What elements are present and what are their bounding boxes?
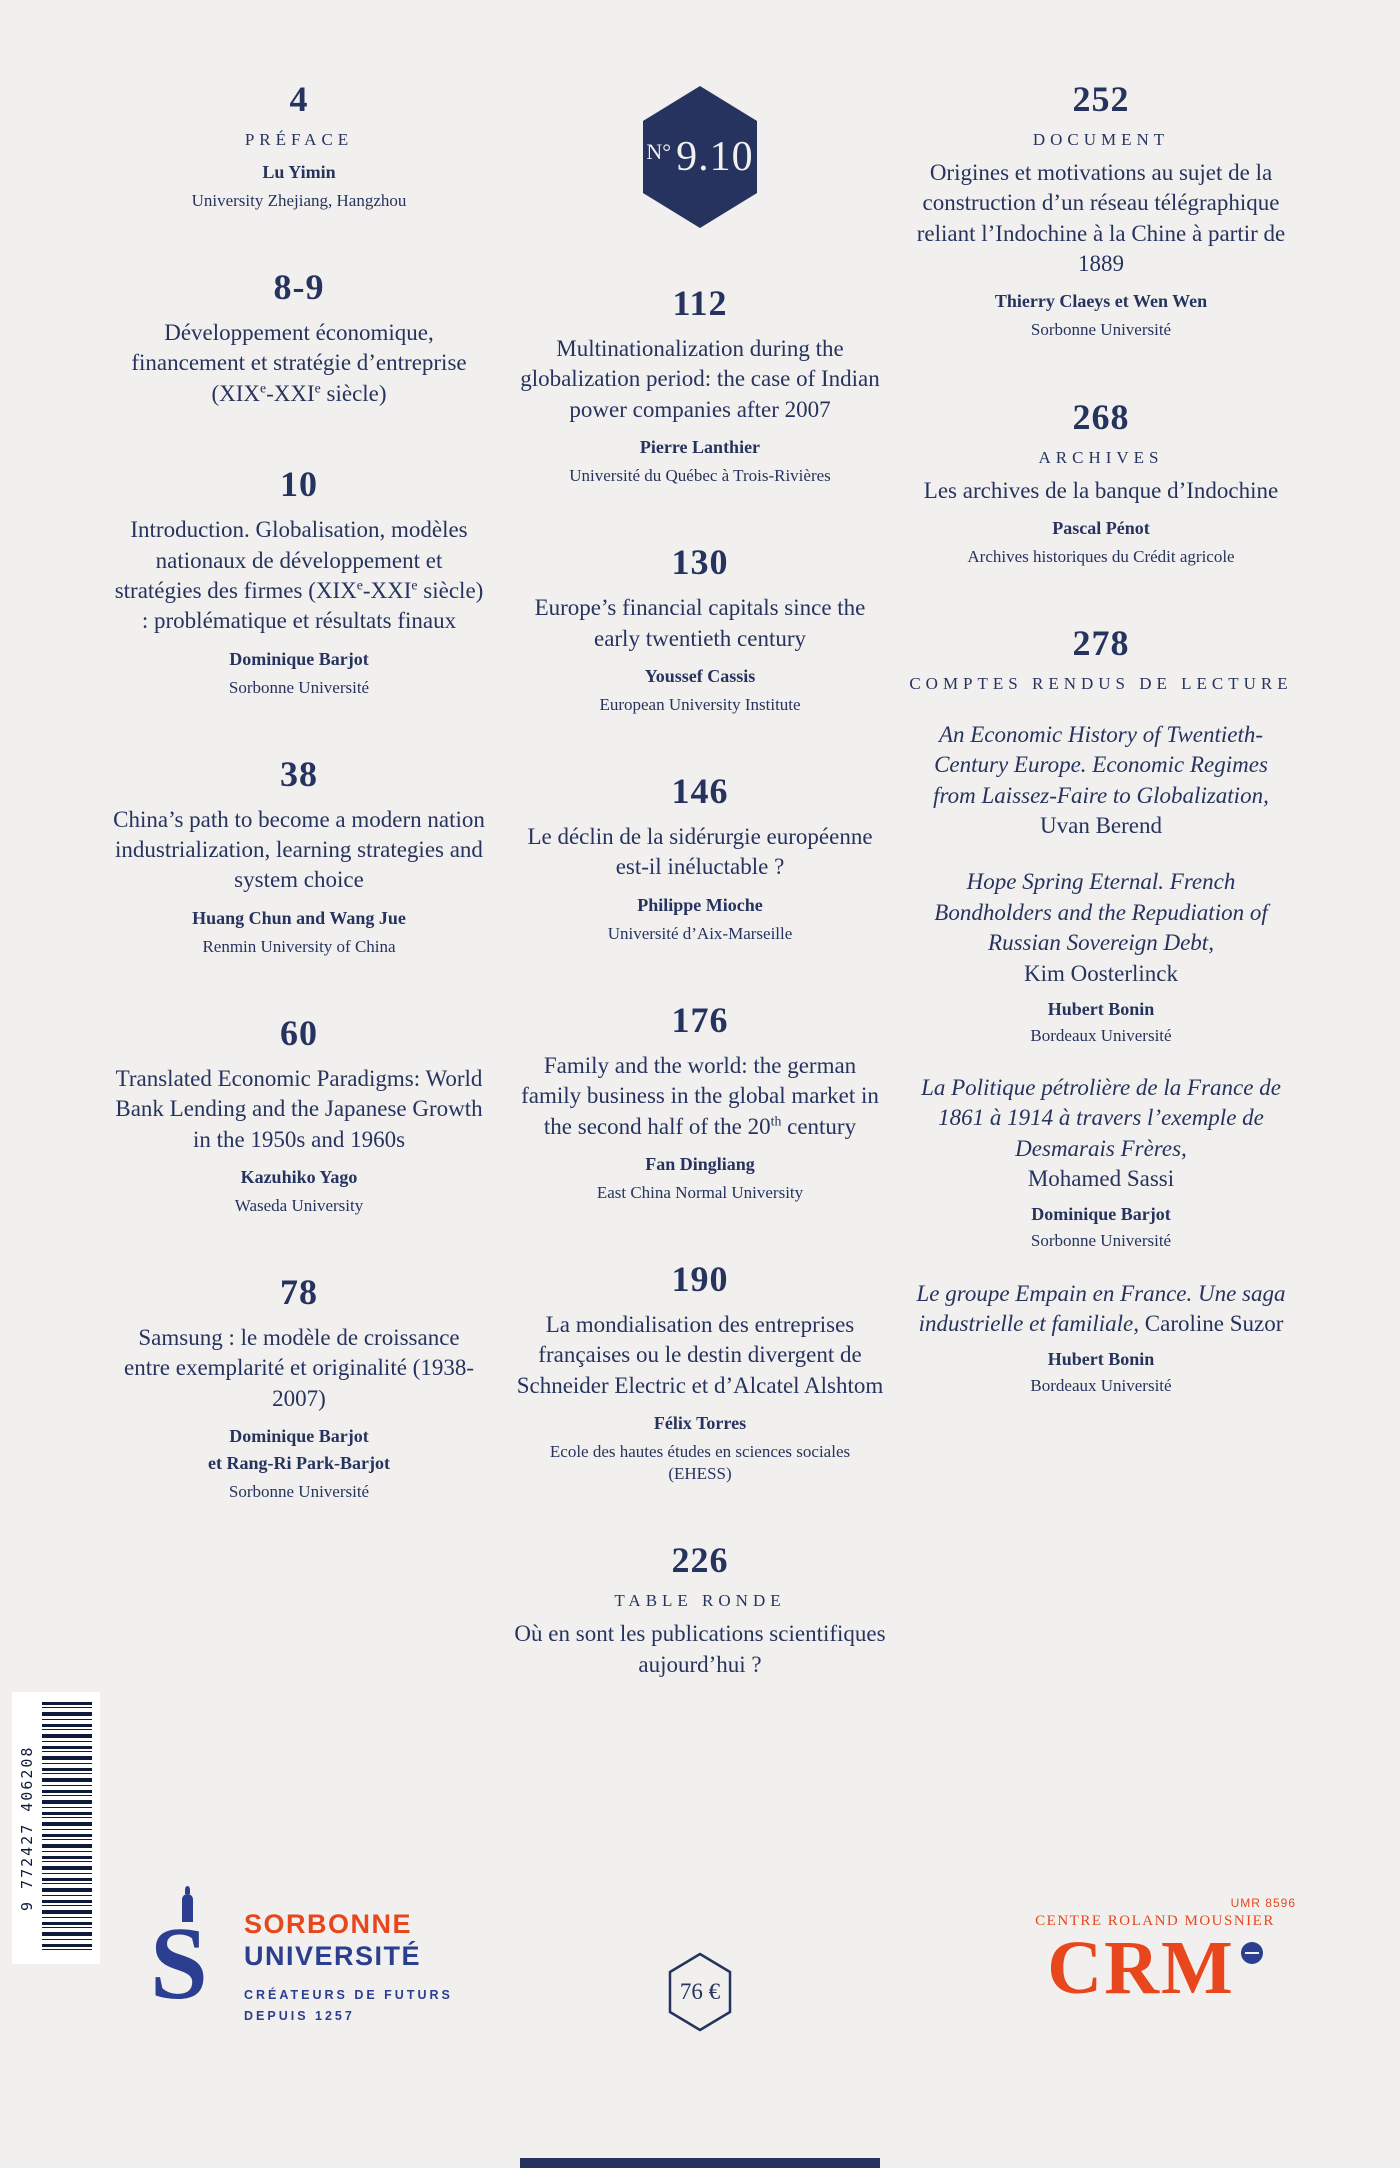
- article-title: Translated Economic Paradigms: World Bank Lending and the Japanese Growth in the 1950s and 1960s: [115, 1065, 483, 1152]
- page-number: 78: [280, 1272, 318, 1313]
- page-number: 190: [671, 1258, 729, 1299]
- book-title: La Politique pétrolière de la France de 1861 à 1914 à travers l’exemple de Desmarais Frères,: [921, 1075, 1281, 1161]
- authors: [100, 1164, 498, 1191]
- issue-number-prefix: N°: [646, 139, 672, 164]
- book-review: [915, 720, 1287, 841]
- book-title: An Economic History of Twentieth-Century Europe. Economic Regimes from Laissez-Faire to Globalization,: [933, 721, 1269, 808]
- sorbonne-s-icon: [148, 1898, 226, 2026]
- author-name: Pascal Pénot: [1052, 517, 1150, 538]
- authors: [100, 905, 498, 932]
- superscript: e: [356, 577, 363, 593]
- book-author: Caroline Suzor: [1144, 1311, 1284, 1337]
- toc-column-left: [100, 78, 498, 1734]
- title-text: -XXI: [266, 380, 315, 406]
- authors: [902, 288, 1300, 315]
- title-text: Introduction. Globalisation, modèles nationaux de développement et stratégies des firmes (XIX: [114, 517, 468, 603]
- affiliation: Ecole des hautes études en sciences sociales (EHESS): [549, 1442, 851, 1484]
- affiliation: European University Institute: [599, 694, 801, 714]
- book-review: [915, 867, 1287, 1047]
- author-name: Félix Torres: [653, 1413, 747, 1434]
- title-text: century: [781, 1113, 857, 1139]
- reviewer-affiliation: Sorbonne Université: [1030, 1231, 1172, 1251]
- author-name: Thierry Claeys et Wen Wen: [994, 291, 1208, 312]
- page-number: 268: [1072, 396, 1130, 437]
- title-text: -XXI: [362, 577, 412, 603]
- page-number: 226: [671, 1540, 729, 1581]
- toc-entry-document: [902, 78, 1300, 342]
- barcode: [12, 1692, 100, 1964]
- reviewer-name: Hubert Bonin: [1047, 1349, 1155, 1370]
- page-number: 176: [671, 999, 729, 1040]
- sorbonne-tagline-line1: CRÉATEURS DE FUTURS: [244, 1987, 453, 2002]
- book-author: Kim Oosterlinck: [1024, 960, 1178, 986]
- superscript: e: [259, 380, 267, 396]
- toc-entry-comptes-rendus: [902, 622, 1300, 1398]
- crm-acronym-row: [988, 1926, 1322, 2010]
- sorbonne-logo: [148, 1898, 453, 2027]
- toc-entry-family-business: [501, 999, 899, 1204]
- title-text: Family and the world: the german family business in the global market in the second half of the 20: [521, 1052, 879, 1139]
- title-text: Développement économique, financement et stratégie d’entreprise (XIX: [131, 320, 467, 406]
- crm-logo: [988, 1896, 1322, 2010]
- affiliation: University Zhejiang, Hangzhou: [191, 191, 407, 210]
- authors: [902, 515, 1300, 542]
- affiliation: Université d’Aix-Marseille: [607, 923, 793, 943]
- author-name: Dominique Barjot: [229, 1426, 369, 1447]
- toc-entry-mondialisation: [501, 1258, 899, 1485]
- article-title: [514, 1051, 886, 1142]
- author-name: Fan Dingliang: [645, 1153, 755, 1174]
- author-name: Youssef Cassis: [644, 665, 756, 686]
- page-number: 10: [280, 464, 318, 505]
- author-name: Huang Chun and Wang Jue: [192, 907, 406, 928]
- superscript: th: [770, 1112, 782, 1128]
- sorbonne-initial: S: [150, 1906, 208, 2021]
- section-heading: COMPTES RENDUS DE LECTURE: [909, 673, 1293, 693]
- authors: [501, 1151, 899, 1178]
- authors: [501, 663, 899, 690]
- title-text: siècle) : problématique et résultats finaux: [141, 577, 484, 634]
- article-title: Où en sont les publications scientifiques aujourd’hui ?: [514, 1621, 886, 1677]
- page-number: 146: [671, 770, 729, 811]
- toc-entry-theme: [100, 266, 498, 409]
- book-title-line: [915, 1073, 1287, 1164]
- page-number: 278: [1072, 622, 1130, 663]
- reviewer-affiliation: Bordeaux Université: [1030, 1025, 1172, 1045]
- title-text: siècle): [320, 380, 387, 406]
- article-title: [113, 318, 485, 409]
- toc-entry-preface: [100, 78, 498, 212]
- section-heading: PRÉFACE: [244, 130, 354, 149]
- issue-number-value: 9.10: [676, 134, 754, 180]
- authors: [100, 646, 498, 673]
- page-number: 38: [280, 753, 318, 794]
- book-author: Uvan Berend: [1040, 813, 1162, 839]
- book-title: Le groupe Empain en France. Une saga industrielle et familiale,: [916, 1280, 1286, 1337]
- crm-umr-label: UMR 8596: [1230, 1896, 1296, 1910]
- sorbonne-wordmark-line2: UNIVERSITÉ: [244, 1941, 422, 1972]
- article-title: Origines et motivations au sujet de la construction d’un réseau télégraphique reliant l’Indochine à la Chine à partir de 1889: [916, 160, 1286, 277]
- reviewer-affiliation: Bordeaux Université: [1030, 1376, 1172, 1396]
- toc-entry-financial-capitals: [501, 541, 899, 716]
- superscript: e: [314, 380, 321, 396]
- affiliation: Sorbonne Université: [228, 677, 370, 697]
- toc-entry-archives: [902, 396, 1300, 568]
- toc-entry-introduction: [100, 463, 498, 699]
- sorbonne-tagline: [244, 1985, 453, 2028]
- barcode-bars-icon: [42, 1702, 92, 1952]
- article-title: Le déclin de la sidérurgie européenne est-il inéluctable ?: [527, 823, 873, 880]
- affiliation: Archives historiques du Crédit agricole: [967, 546, 1235, 566]
- book-title-line: [915, 720, 1287, 811]
- book-title: Hope Spring Eternal. French Bondholders and the Repudiation of Russian Sovereign Debt,: [934, 869, 1268, 956]
- affiliation: Waseda University: [234, 1195, 364, 1215]
- page-number: 130: [671, 542, 729, 583]
- toc-column-right: [902, 78, 1300, 1734]
- issue-number: [641, 84, 759, 230]
- page-number: 4: [289, 79, 309, 119]
- section-heading: TABLE RONDE: [614, 1591, 786, 1611]
- toc-column-center: [501, 78, 899, 1734]
- authors: [100, 159, 498, 186]
- page-number: 60: [280, 1012, 318, 1053]
- book-review: [915, 1279, 1287, 1398]
- author-name: et Rang-Ri Park-Barjot: [208, 1453, 390, 1474]
- book-title-line: [915, 867, 1287, 958]
- section-heading: ARCHIVES: [1038, 447, 1164, 467]
- affiliation: East China Normal University: [596, 1182, 804, 1202]
- toc-entry-table-ronde: [501, 1539, 899, 1680]
- sorbonne-wordmark: [244, 1898, 453, 2027]
- authors: [501, 892, 899, 919]
- page-number: 8-9: [273, 267, 325, 308]
- authors: [501, 434, 899, 461]
- toc-entry-china: [100, 753, 498, 958]
- barcode-number: 9 772427 406208: [18, 1745, 36, 1911]
- author-name: Philippe Mioche: [637, 894, 763, 915]
- bottom-strip: [520, 2158, 880, 2168]
- affiliation: Sorbonne Université: [1030, 320, 1172, 340]
- page-number: 252: [1072, 79, 1130, 119]
- article-title: Multinationalization during the globalization period: the case of Indian power companies after 2007: [520, 336, 880, 422]
- reviewer-name: Dominique Barjot: [1031, 1204, 1171, 1225]
- page-number: 112: [672, 283, 728, 323]
- affiliation: Université du Québec à Trois-Rivières: [569, 466, 831, 486]
- superscript: e: [411, 577, 418, 593]
- author-name: Dominique Barjot: [229, 648, 369, 669]
- book-title-line: [915, 1279, 1287, 1340]
- book-author: Mohamed Sassi: [1027, 1166, 1175, 1192]
- crm-acronym: CRM: [1047, 1926, 1235, 2010]
- article-title: Samsung : le modèle de croissance entre exemplarité et originalité (1938-2007): [124, 1325, 474, 1411]
- sorbonne-wordmark-line1: SORBONNE: [244, 1909, 413, 1939]
- toc-entry-samsung: [100, 1271, 498, 1503]
- toc-entry-worldbank: [100, 1012, 498, 1217]
- price-badge: [667, 1952, 733, 2032]
- article-title: [113, 515, 485, 636]
- affiliation: Sorbonne Université: [228, 1482, 370, 1502]
- author-name: Kazuhiko Yago: [240, 1166, 358, 1187]
- issue-badge: [641, 84, 759, 230]
- article-title: La mondialisation des entreprises françaises ou le destin divergent de Schneider Electric et d’Alcatel Alshtom: [516, 1311, 884, 1398]
- authors: [100, 1423, 498, 1477]
- book-review: [915, 1073, 1287, 1253]
- authors: [501, 1410, 899, 1437]
- toc-entry-multinationalization: [501, 282, 899, 487]
- reviewer-name: Hubert Bonin: [1047, 998, 1155, 1019]
- crm-dot-icon: [1241, 1942, 1263, 1964]
- author-name: Pierre Lanthier: [639, 437, 761, 458]
- article-title: Europe’s financial capitals since the early twentieth century: [534, 595, 866, 651]
- toc-entry-siderurgie: [501, 770, 899, 945]
- affiliation: Renmin University of China: [202, 936, 396, 956]
- sorbonne-tagline-line2: DEPUIS 1257: [244, 2009, 355, 2024]
- author-name: Lu Yimin: [262, 162, 336, 182]
- article-title: Les archives de la banque d’Indochine: [923, 477, 1279, 503]
- price: 76 €: [679, 1979, 721, 2004]
- section-heading: DOCUMENT: [1032, 130, 1170, 149]
- article-title: China’s path to become a modern nation industrialization, learning strategies and system choice: [113, 806, 485, 893]
- crm-centre-name: CENTRE ROLAND MOUSNIER: [1035, 1913, 1275, 1929]
